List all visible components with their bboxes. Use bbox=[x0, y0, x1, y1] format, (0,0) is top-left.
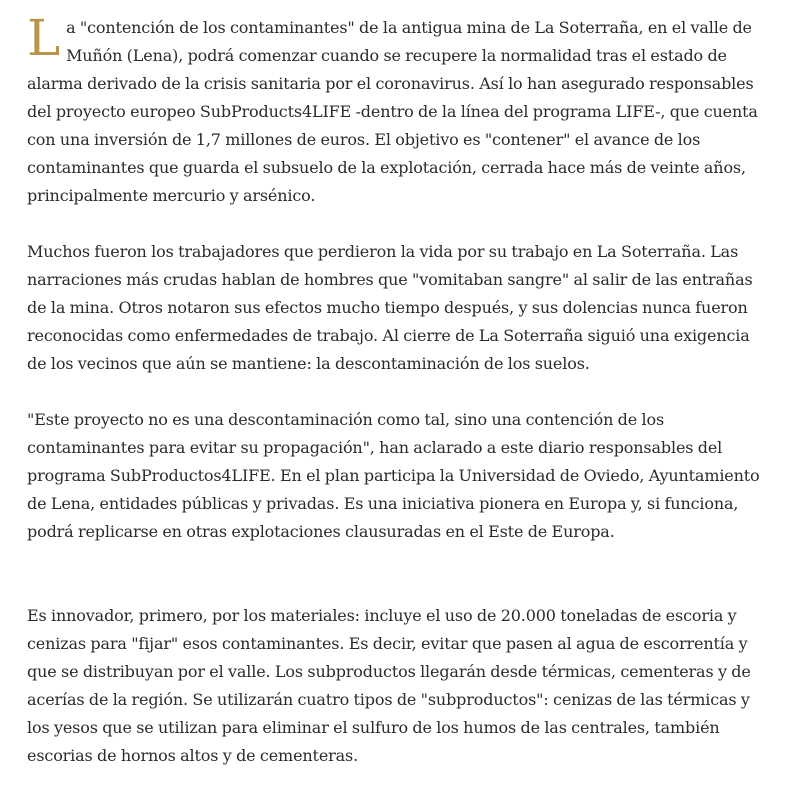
article-body bbox=[27, 9, 763, 798]
article-paragraph: Muchos fueron los trabajadores que perdieron la vida por su trabajo en La Soterraña. Las narraciones más crudas hablan de hombres que "vomitaban sangre" al salir de las entrañas de la mina. Otros notaron sus efectos mucho tiempo después, y sus dolencias nunca fueron reconocidas como enfermedades de trabajo. Al cierre de La Soterraña siguió una exigencia de los vecinos que aún se mantiene: la descontaminación de los suelos. bbox=[27, 242, 753, 373]
article-paragraph bbox=[27, 9, 763, 210]
article-paragraph: Es innovador, primero, por los materiales: incluye el uso de 20.000 toneladas de escoria y cenizas para "fijar" esos contaminantes. Es decir, evitar que pasen al agua de escorrentía y que se distribuyan por el valle. Los subproductos llegarán desde térmicas, cementeras y de acerías de la región. Se utilizarán cuatro tipos de "subproductos": cenizas de las térmicas y los yesos que se utilizan para eliminar el sulfuro de los humos de las centrales, también escorias de hornos altos y de cementeras. bbox=[27, 606, 751, 765]
drop-cap: L bbox=[27, 9, 61, 67]
paragraph-text: a "contención de los contaminantes" de la antigua mina de La Soterraña, en el valle de Muñón (Lena), podrá comenzar cuando se recupere la normalidad tras el estado de alarma derivado de la crisis sanitaria por el coronavirus. Así lo han asegurado responsables del proyecto europeo SubProducts4LIFE -dentro de la línea del programa LIFE-, que cuenta con una inversión de 1,7 millones de euros. El objetivo es "contener" el avance de los contaminantes que guarda el subsuelo de la explotación, cerrada hace más de veinte años, principalmente mercurio y arsénico. bbox=[27, 18, 758, 205]
article-paragraph: "Este proyecto no es una descontaminación como tal, sino una contención de los contaminantes para evitar su propagación", han aclarado a este diario responsables del programa SubProductos4LIFE. En el plan participa la Universidad de Oviedo, Ayuntamiento de Lena, entidades públicas y privadas. Es una iniciativa pionera en Europa y, si funciona, podrá replicarse en otras explotaciones clausuradas en el Este de Europa. bbox=[27, 410, 760, 541]
